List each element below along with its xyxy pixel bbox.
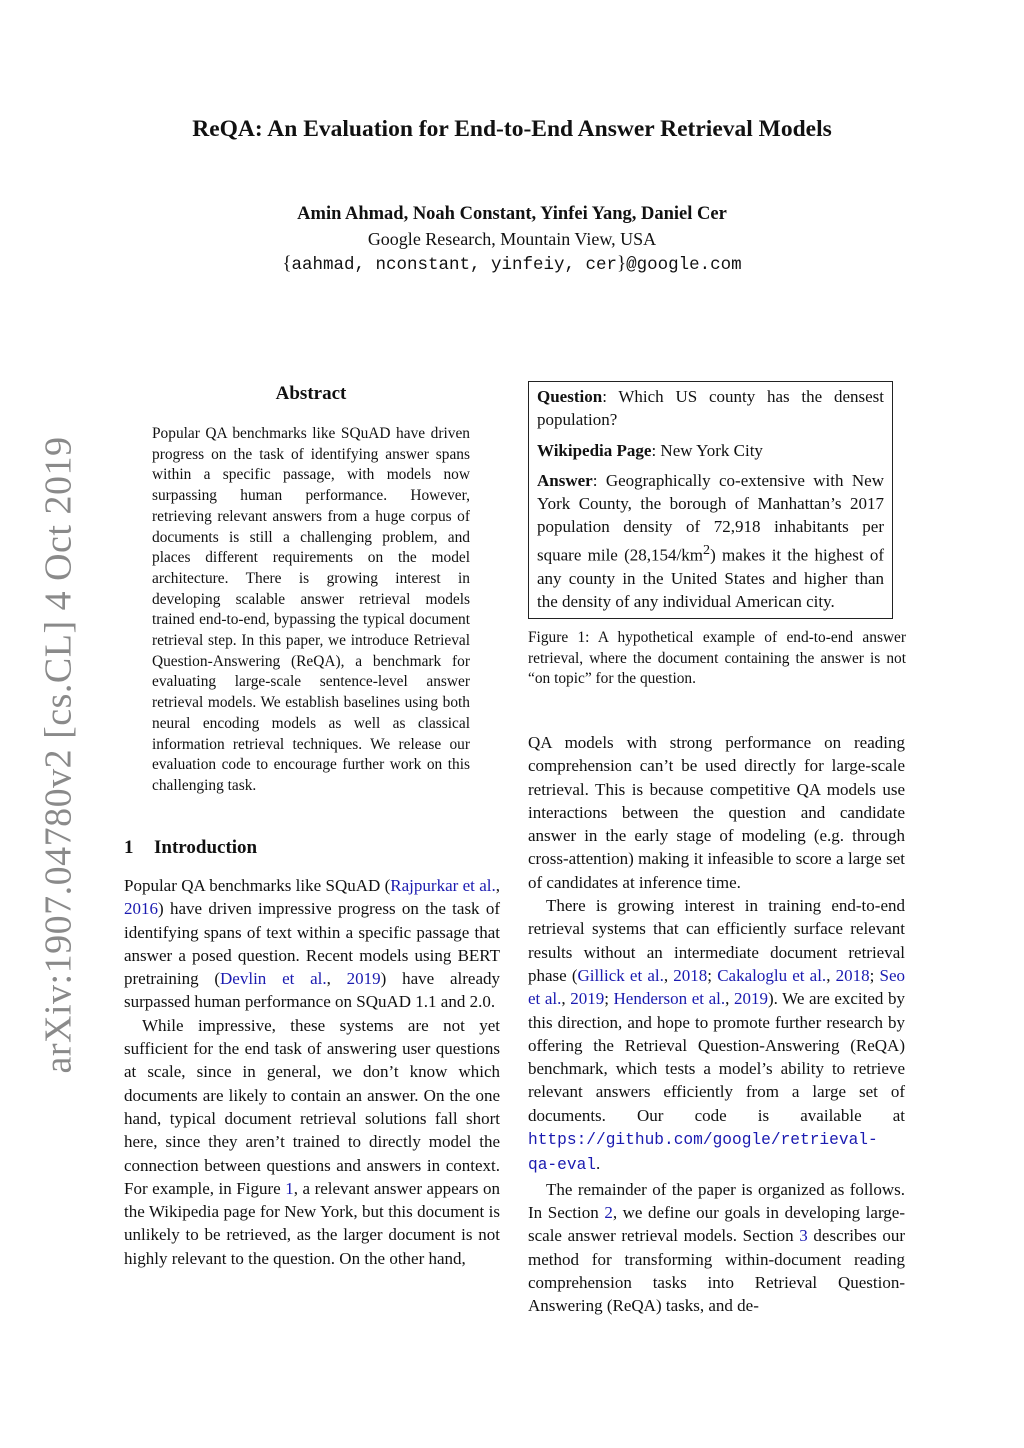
citation-link[interactable]: Rajpurkar et al. [390, 876, 496, 895]
author-emails [0, 253, 1024, 275]
intro-paragraph-1 [124, 874, 500, 1014]
citation-link[interactable]: Henderson et al. [613, 989, 726, 1009]
affiliation: Google Research, Mountain View, USA [367, 229, 657, 249]
arxiv-id-text: arXiv:1907.04780v2 [cs.CL] 4 Oct 2019 [37, 436, 79, 1074]
text-run: , [725, 989, 734, 1009]
figure-question [537, 385, 884, 432]
citation-link[interactable]: Devlin et al. [220, 969, 327, 989]
citation-link[interactable]: Gillick et al. [577, 965, 664, 985]
paper-title: ReQA: An Evaluation for End-to-End Answer Retrieval Models [192, 116, 832, 142]
right-column-body [528, 731, 905, 1317]
figure-wikipedia-page [537, 439, 884, 462]
citation-link[interactable]: Cakaloglu et al. [717, 965, 827, 985]
figure-answer [537, 469, 884, 613]
answer-text: ) makes it the highest of any county in the United States and higher than the density of any individual American city. [537, 545, 884, 612]
text-run: ; [604, 989, 614, 1009]
text-run: describes our method for transforming within-document reading comprehension tasks into Retrieval Question-Answering (ReQA) tasks, and de- [528, 1226, 905, 1316]
left-column-body [124, 874, 500, 1270]
text-run: There is growing interest in training end-to-end retrieval systems that can efficiently surface relevant results without an intermediate document retrieval phase ( [528, 896, 905, 985]
brace-open: { [282, 253, 292, 274]
text-run: , [326, 969, 347, 989]
citation-link[interactable]: 2018 [835, 965, 870, 985]
text-run: ) have already surpassed human performance on SQuAD 1.1 and 2.0. [124, 969, 500, 1012]
text-run: , [495, 876, 500, 895]
question-label: Question [537, 387, 603, 406]
text-run: , [826, 965, 836, 985]
text-run: ; [707, 965, 718, 985]
text-run: ) have driven impressive progress on the task of identifying spans of text within a specific passage that answer a posed question. Recent models using BERT pretraining ( [124, 899, 500, 989]
section-title: Introduction [154, 837, 258, 858]
figure-1-box [528, 381, 893, 619]
text-run: Popular QA benchmarks like SQuAD ( [124, 876, 391, 895]
email-users: aahmad, nconstant, yinfeiy, cer [291, 255, 618, 275]
page-text: : New York City [651, 440, 763, 460]
abstract-heading: Abstract [275, 383, 347, 404]
intro-paragraph-4 [528, 894, 905, 1178]
intro-paragraph-2 [124, 1014, 500, 1270]
citation-link[interactable]: Seo et al. [528, 965, 905, 1009]
intro-paragraph-5 [528, 1178, 905, 1318]
answer-label: Answer [537, 470, 593, 490]
text-run: ). We are excited by this direction, and hope to promote further research by offering the Retrieval Question-Answering (ReQA) benchmark, which tests a model’s ability to retrieve relevant answers efficiently from a large set of documents. Our code is available at [528, 989, 905, 1125]
intro-paragraph-3: QA models with strong performance on reading comprehension can’t be used directly for large-scale retrieval. This is because competitive QA models use interactions between the question and candidate answer in the early stage of modeling (e.g. through cross-attention) making it infeasible to score a large set of candidates at inference time. [528, 733, 905, 892]
page-label: Wikipedia Page [537, 440, 652, 460]
text-run: , we define our goals in developing large-scale answer retrieval models. Section [528, 1202, 906, 1246]
section-number: 1 [124, 837, 134, 858]
brace-close: } [617, 253, 627, 274]
text-run: , a relevant answer appears on the Wikipedia page for New York, but this document is unlikely to be retrieved, as the larger document is not highly relevant to the question. On the other hand, [124, 1178, 500, 1268]
section-heading-introduction [124, 837, 257, 859]
superscript: 2 [702, 541, 711, 558]
figure-ref-link[interactable]: 1 [285, 1178, 294, 1198]
author-list: Amin Ahmad, Noah Constant, Yinfei Yang, Daniel Cer [297, 204, 727, 224]
section-ref-link[interactable]: 3 [799, 1226, 808, 1246]
text-run: ; [869, 965, 880, 985]
text-run: . [596, 1154, 601, 1174]
question-text: : Which US county has the densest population? [537, 387, 884, 430]
abstract-body: Popular QA benchmarks like SQuAD have driven progress on the task of identifying answer spans within a specific passage, with models now surpassing human performance. However, retrieving relevant answers from a huge corpus of documents is still a challenging problem, and places different requirements on the model architecture. There is growing interest in developing scalable answer retrieval models trained end-to-end, bypassing the typical document retrieval step. In this paper, we introduce Retrieval Question-Answering (ReQA), a benchmark for evaluating large-scale sentence-level answer retrieval models. We establish baselines using both neural encoding models as well as classical information retrieval techniques. We release our evaluation code to encourage further work on this challenging task. [152, 425, 470, 794]
arxiv-identifier-stamp [36, 436, 80, 1074]
text-run: , [561, 989, 571, 1009]
citation-link[interactable]: 2019 [570, 989, 605, 1009]
citation-link[interactable]: 2016 [124, 899, 158, 919]
figure-1-caption: Figure 1: A hypothetical example of end-to-end answer retrieval, where the document containing the answer is not “on topic” for the question. [528, 629, 906, 688]
citation-link[interactable]: 2019 [733, 989, 768, 1009]
code-url-link[interactable]: https://github.com/google/retrieval-qa-eval [528, 1131, 878, 1175]
section-ref-link[interactable]: 2 [604, 1202, 613, 1222]
citation-link[interactable]: 2019 [346, 969, 381, 989]
email-domain: @google.com [626, 255, 742, 275]
text-run: While impressive, these systems are not yet sufficient for the end task of answering user questions at scale, since in general, we don’t know which documents are likely to contain an answer. On the one hand, typical document retrieval solutions fall short here, since they aren’t trained to directly model the connection between questions and answers in context. For example, in Figure [124, 1015, 500, 1198]
text-run: The remainder of the paper is organized as follows. In Section [528, 1179, 905, 1222]
answer-text: : Geographically co-extensive with New York County, the borough of Manhattan’s 2017 population density of 72,918 inhabitants per square mile (28,154/km [537, 470, 884, 565]
text-run: , [663, 965, 674, 985]
citation-link[interactable]: 2018 [673, 965, 708, 985]
